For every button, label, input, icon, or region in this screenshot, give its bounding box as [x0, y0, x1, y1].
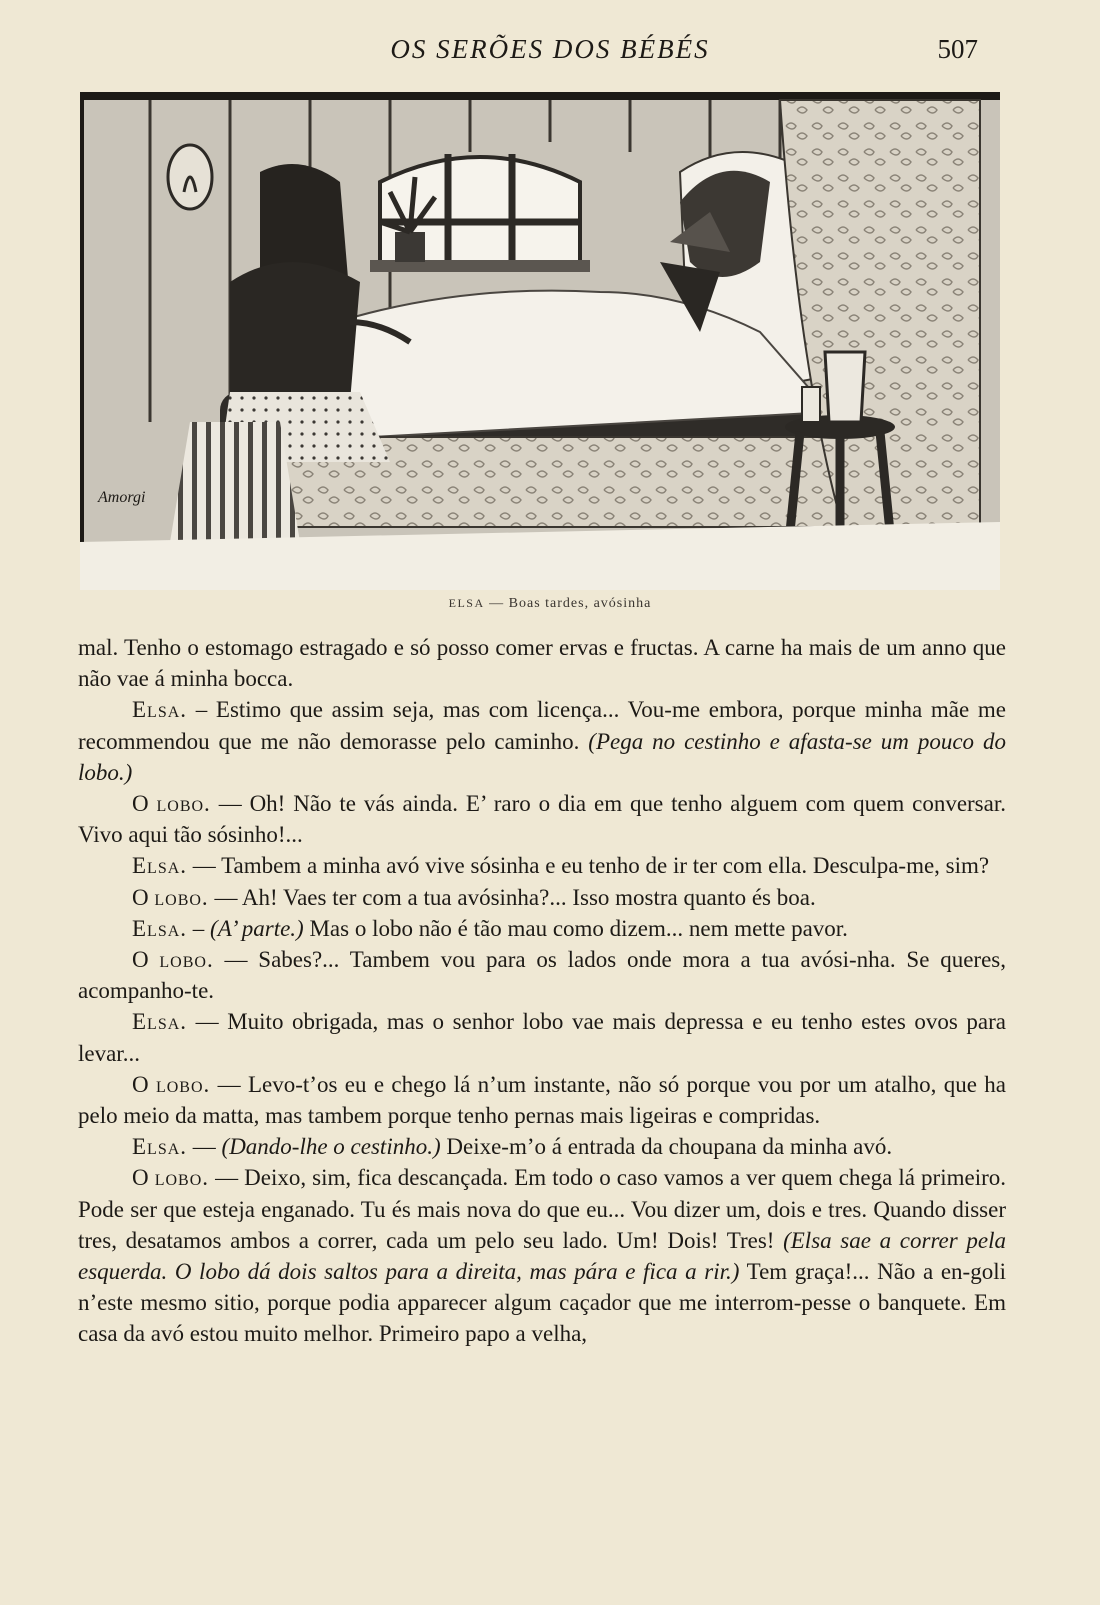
dialogue-text: Mas o lobo não é tão mau como dizem... nem mette pavor. — [303, 915, 848, 941]
dialogue-text: — — [187, 1134, 222, 1160]
speaker-name: Elsa. — [132, 915, 188, 941]
body-text — [78, 632, 1006, 1350]
dialogue-paragraph — [78, 1131, 1006, 1162]
dialogue-text: O — [132, 1071, 156, 1097]
speaker-name: lobo. — [159, 947, 214, 973]
dialogue-paragraph — [78, 882, 1006, 913]
dialogue-paragraph — [78, 694, 1006, 788]
speaker-name: lobo. — [154, 884, 209, 910]
dialogue-paragraph — [78, 1069, 1006, 1131]
dialogue-text: O — [132, 1165, 155, 1191]
stage-direction: (Dando-lhe o cestinho.) — [221, 1134, 441, 1160]
page-number: 507 — [937, 34, 978, 64]
dialogue-paragraph — [78, 1162, 1006, 1349]
speaker-name: Elsa. — [132, 1009, 188, 1035]
running-head — [0, 34, 1100, 74]
dialogue-text: — Sabes?... Tambem vou para os lados onde mora a tua avósi-nha. Se queres, acompanho-te. — [78, 947, 1006, 1004]
bedroom-scene-illustration — [80, 92, 1000, 590]
dialogue-paragraph — [78, 788, 1006, 850]
stage-direction: (Elsa sae a correr pela esquerda. O lobo dá dois saltos para a direita, mas pára e fica a rir.) — [78, 1227, 1006, 1285]
dialogue-text: — Levo-t’os eu e chego lá n’um instante, não só porque vou por um atalho, que ha pelo meio da matta, mas tambem porque tenho pernas mais ligeiras e compridas. — [78, 1071, 1006, 1129]
dialogue-paragraph — [78, 632, 1006, 694]
dialogue-paragraph — [78, 944, 1006, 1006]
speaker-name: lobo. — [156, 791, 211, 817]
dialogue-paragraph — [78, 1006, 1006, 1068]
speaker-name: Elsa. — [132, 697, 188, 723]
stage-direction: (Pega no cestinho e afasta-se um pouco do lobo.) — [78, 728, 1006, 785]
dialogue-paragraph — [78, 913, 1006, 944]
caption-speaker: ELSA — [448, 596, 485, 610]
caption-text: — Boas tardes, avósinha — [484, 596, 652, 611]
dialogue-text: – — [187, 915, 211, 941]
dialogue-text: Tem graça!... Não a en-goli n’este mesmo sitio, porque podia apparecer algum caçador que me interrom-pesse o banquete. Em casa da avó estou muito melhor. Primeiro papo a velha, — [78, 1259, 1007, 1347]
dialogue-text: O — [132, 947, 160, 973]
illustration-caption — [0, 596, 1100, 612]
dialogue-paragraph — [78, 850, 1006, 881]
dialogue-text: O — [132, 791, 157, 817]
dialogue-text: — Ah! Vaes ter com a tua avósinha?... Isso mostra quanto és boa. — [208, 884, 816, 910]
artist-signature: Amorgi — [98, 489, 146, 506]
speaker-name: lobo. — [155, 1071, 211, 1097]
running-title: OS SERÕES DOS BÉBÉS — [390, 34, 710, 64]
speaker-name: Elsa. — [132, 1134, 188, 1160]
speaker-name: Elsa. — [132, 853, 188, 879]
dialogue-text: — Deixo, sim, fica descançada. Em todo o caso vamos a ver quem chega lá primeiro. Pode ser que esteja enganado. Tu és mais nova do que eu... Vou dizer um, dois e tres. Quando disser tres, desatamos ambos a correr, cada um pelo seu lado. Um! Dois! Tres! — [78, 1165, 1006, 1253]
dialogue-text: — Tambem a minha avó vive sósinha e eu tenho de ir ter com ella. Desculpa-me, sim? — [187, 853, 990, 879]
illustration — [80, 92, 1000, 590]
dialogue-text: — Muito obrigada, mas o senhor lobo vae mais depressa e eu tenho estes ovos para levar... — [78, 1009, 1006, 1066]
dialogue-text: mal. Tenho o estomago estragado e só posso comer ervas e fructas. A carne ha mais de um anno que não vae á minha bocca. — [78, 635, 1006, 692]
speaker-name: lobo. — [154, 1165, 209, 1191]
dialogue-text: O — [132, 884, 155, 910]
dialogue-text: — Oh! Não te vás ainda. E’ raro o dia em que tenho alguem com quem conversar. Vivo aqui tão sósinho!... — [78, 791, 1006, 848]
dialogue-text: – Estimo que assim seja, mas com licença... Vou-me embora, porque minha mãe me recommendou que me não demorasse pelo caminho. — [78, 697, 1006, 754]
stage-direction: (A’ parte.) — [210, 915, 304, 941]
dialogue-text: Deixe-m’o á entrada da choupana da minha avó. — [440, 1134, 893, 1160]
